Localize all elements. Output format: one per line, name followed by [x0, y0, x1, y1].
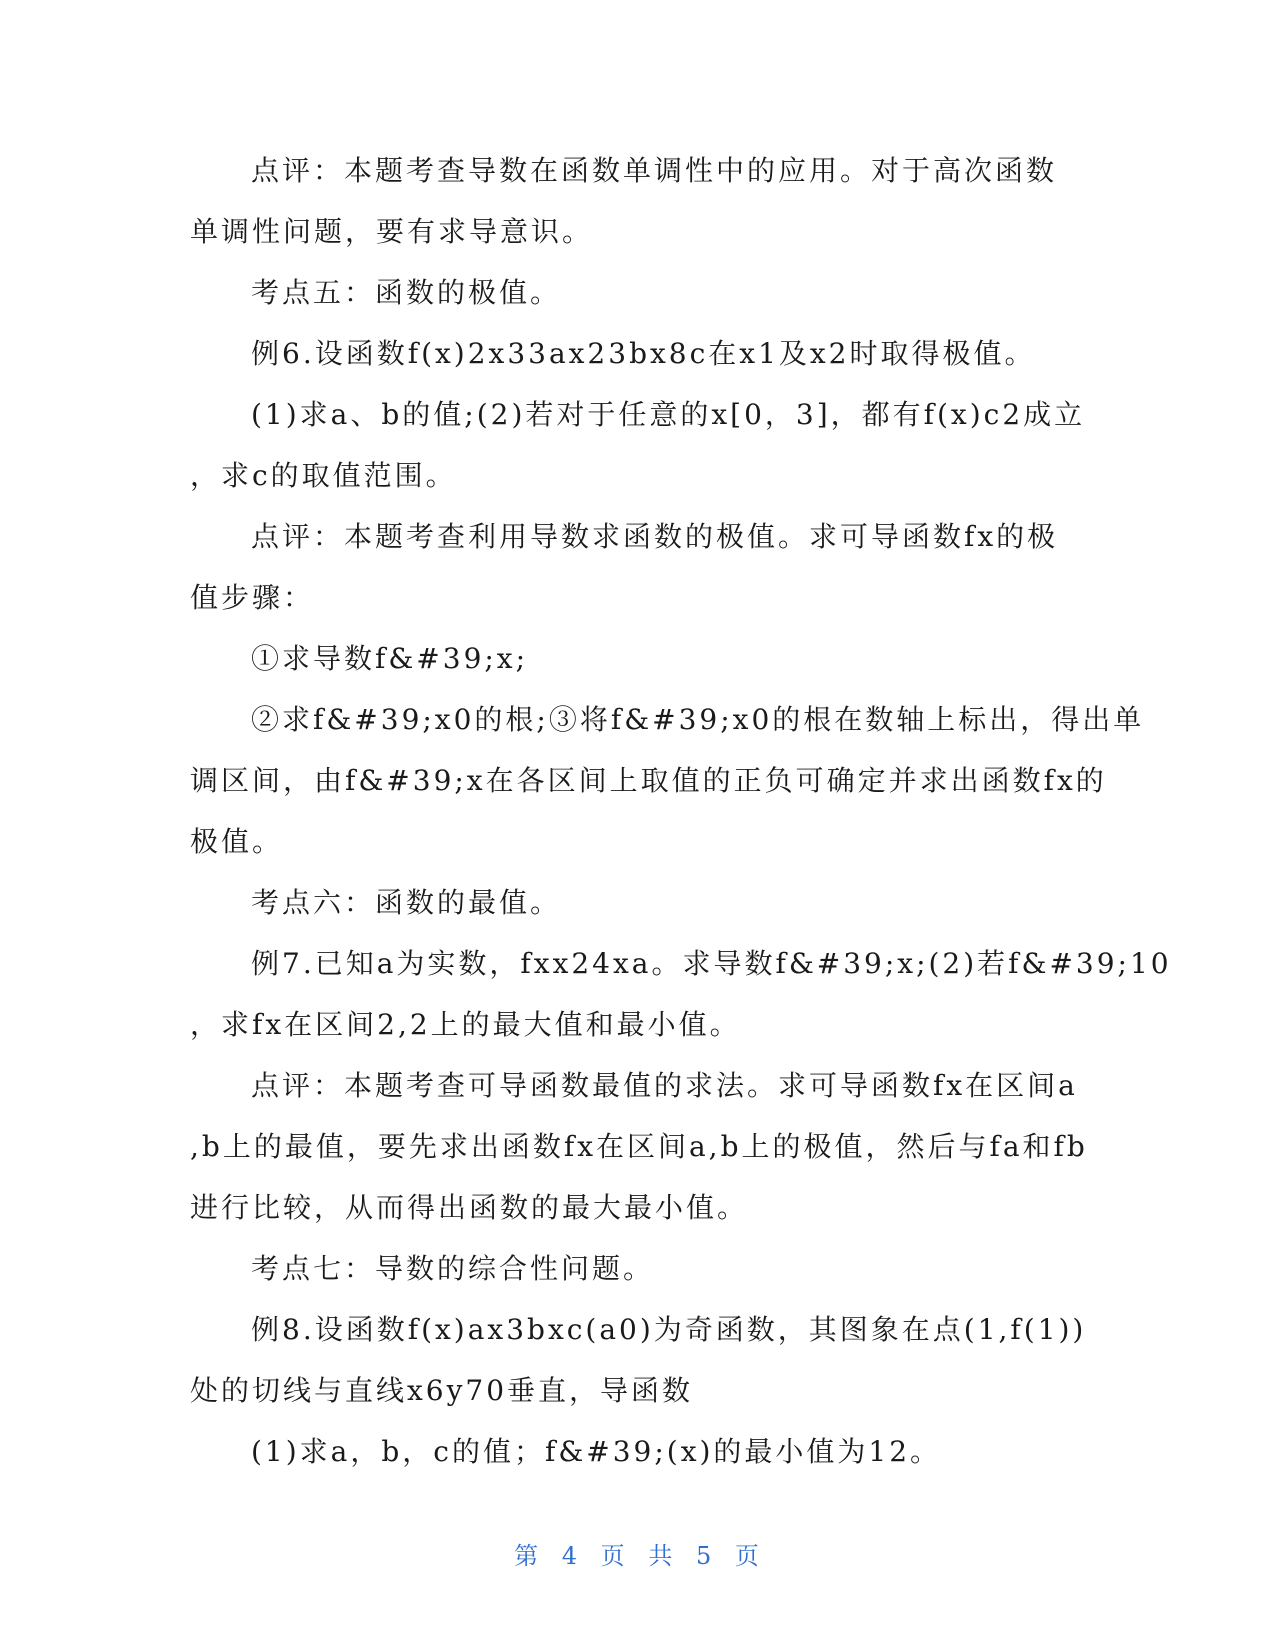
example-line: 例6.设函数f(x)2x33ax23bx8c在x1及x2时取得极值。 — [251, 337, 1036, 370]
page-content — [190, 140, 1172, 1482]
step-line: ①求导数f&#39;x; — [251, 642, 529, 675]
paragraph-line: 点评：本题考查导数在函数单调性中的应用。对于高次函数 — [251, 154, 1058, 187]
paragraph-line: 单调性问题，要有求导意识。 — [190, 215, 594, 248]
paragraph-line: 点评：本题考查利用导数求函数的极值。求可导函数fx的极 — [251, 520, 1059, 553]
section-heading: 考点七：导数的综合性问题。 — [251, 1252, 655, 1285]
paragraph-line: ，求c的取值范围。 — [190, 459, 457, 492]
footer-current-page: 4 — [561, 1542, 580, 1570]
footer-prefix: 第 — [514, 1542, 541, 1570]
paragraph-line: 值步骤： — [190, 581, 315, 614]
paragraph-line: 调区间，由f&#39;x在各区间上取值的正负可确定并求出函数fx的 — [190, 764, 1107, 797]
footer-total-pages: 5 — [695, 1542, 714, 1570]
section-heading: 考点六：函数的最值。 — [251, 886, 562, 919]
paragraph-line: 点评：本题考查可导函数最值的求法。求可导函数fx在区间a — [251, 1069, 1078, 1102]
paragraph-line: 处的切线与直线x6y70垂直，导函数 — [190, 1374, 694, 1407]
paragraph-line: ,b上的最值，要先求出函数fx在区间a,b上的极值，然后与fa和fb — [190, 1130, 1088, 1163]
paragraph-line: 极值。 — [190, 825, 284, 858]
paragraph-line: (1)求a，b，c的值；f&#39;(x)的最小值为12。 — [251, 1435, 942, 1468]
step-line: ②求f&#39;x0的根;③将f&#39;x0的根在数轴上标出，得出单 — [251, 703, 1145, 736]
footer-total-word: 共 — [648, 1542, 675, 1570]
example-line: 例8.设函数f(x)ax3bxc(a0)为奇函数，其图象在点(1,f(1)) — [251, 1313, 1087, 1346]
footer-suffix: 页 — [734, 1542, 761, 1570]
paragraph-line: 进行比较，从而得出函数的最大最小值。 — [190, 1191, 749, 1224]
paragraph-line: (1)求a、b的值;(2)若对于任意的x[0，3]，都有f(x)c2成立 — [251, 398, 1086, 431]
paragraph-line: ，求fx在区间2,2上的最大值和最小值。 — [190, 1008, 741, 1041]
example-line: 例7.已知a为实数，fxx24xa。求导数f&#39;x;(2)若f&#39;10 — [251, 947, 1172, 980]
page-number-footer — [0, 1536, 1275, 1571]
section-heading: 考点五：函数的极值。 — [251, 276, 562, 309]
footer-page-word: 页 — [600, 1542, 627, 1570]
